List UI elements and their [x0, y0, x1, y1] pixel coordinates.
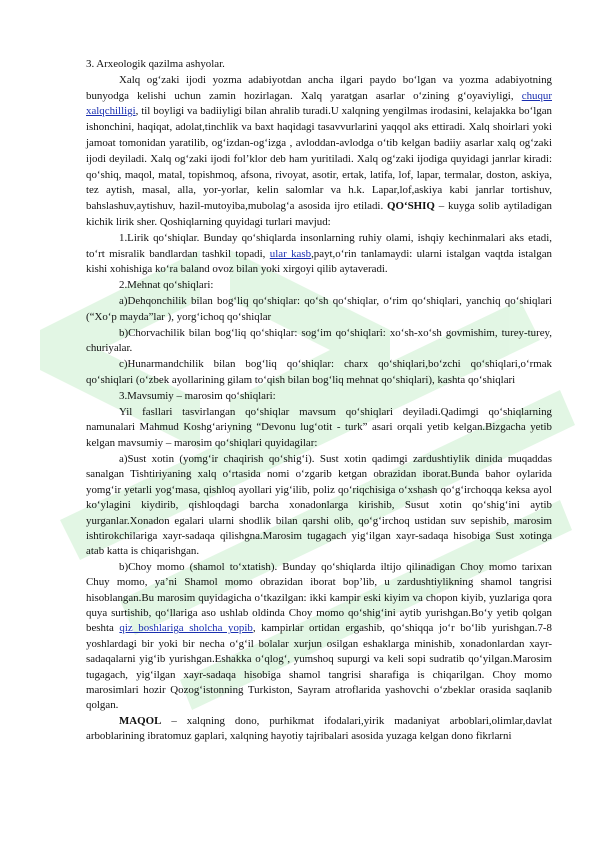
text-span: – kuyga solib aytiladigan kichik lirik sher. Qoshiqlarning quyidagi turlari mavjud: [86, 200, 552, 228]
paragraph-lyric-songs [86, 231, 552, 278]
hyperlink-xalqchilligi[interactable]: chuqur xalqchilligi [86, 89, 552, 118]
paragraph-maqol [86, 714, 552, 745]
text-span: Xalq og‘zaki ijodi yozma adabiyotdan ancha ilgari paydo bo‘lgan va yozma adabiyotning bunyodga kelishi uchun zamin hozirlagan. Xalq yaratgan asarlar o‘zining g‘oyaviyligi, [86, 73, 552, 102]
paragraph-craft-songs: c)Hunarmandchilik bilan bog‘liq qo‘shiqlar: charx qo‘shiqlari,bo‘zchi qo‘shiqlari,o‘rmak qo‘shiqlari (o‘zbek ayollarining gilam to‘qish bilan bog‘liq mehnat qo‘shiqlari), kashta qo‘shiqlari [86, 358, 552, 386]
paragraph-farming-songs: a)Dehqonchilik bilan bog‘liq qo‘shiqlar: qo‘sh qo‘shiqlar, o‘rim qo‘shiqlari, yanchiq qo‘shiqlari (“Xo‘p mayda”lar ), yorg‘ichoq qo‘shiqlar [86, 294, 552, 323]
text-span: , kampirlar ortidan ergashib, qo‘shiqqa jo‘r bo‘lib yurishgan.7-8 yoshlardagi bir yoki bir necha o‘g‘il bolalar xurjun osilgan eshaklarga minishib, xonadonlardan xayr-sadaqalarni yig‘ib yurishgan.Eshakka o‘qlog‘, yumshoq supurgi va keli sopi sudratib qo‘yilgan.Marosim tugagach, yig‘ilgan xayr-sadaqa hisobiga shamol tangrisi sharafiga is chiqarilgan. Choy momo marosimlari hozir Qozog‘istonning Turkiston, Sayram atroflarida yashovchi o‘zbeklar orasida saqlanib qolgan. [86, 622, 553, 712]
text-span: b)Choy momo (shamol to‘xtatish). Bunday qo‘shiqlarda iltijo qilinadigan Choy momo tarixan Chuy momo, ya’ni Shamol momo obrazidan iborat bop’lib, u zardushtiylikning shamol tangrisi hisoblangan.Bu marosim quyidagicha o‘tkazilgan: ikki kampir eski kiyim va chopon kiyib, yuzlariga qora quya surtishib, qo‘llariga aso ushlab oldinda Choy momo qo‘shig‘ini aytib yurishgan.Bo‘y yetib qolgan beshta [86, 560, 552, 635]
text-span: 1.Lirik qo‘shiqlar. Bunday qo‘shiqlarda insonlarning ruhiy olami, ishqiy kechinmalari aks etadi, to‘rt misralik bandlardan tashkil topadi, [86, 231, 552, 260]
paragraph-choy-momo [86, 560, 552, 714]
hyperlink-ular-kasb[interactable]: ular kasb [269, 247, 312, 260]
paragraph-labor-songs-heading: 2.Mehnat qo‘shiqlari: [119, 279, 214, 292]
paragraph-seasonal-songs: Yil fasllari tasvirlangan qo‘shiqlar mavsum qo‘shiqlari deyiladi.Qadimgi qo‘shiqlarning namunalari Mahmud Koshg‘ariyning “Devonu lug‘otit - turk” asari orqali yetib kelgan.Bizgacha yetib kelgan mavsumiy – marosim qo‘shiqlari quyidagilar: [86, 405, 552, 450]
paragraph-sust-xotin: a)Sust xotin (yomg‘ir chaqirish qo‘shig‘i). Sust xotin qadimgi zardushtiylik dinida muqaddas sanalgan Tishtiriyaning xalq o‘rtasida nomi o‘zgarib ketgan obrazidan iborat.Bunda bahor oylarida yomg‘ir yetarli yog‘masa, qishloq ayollari yig‘ilib, poliz qo‘riqchisiga o‘xshash qo‘g‘irchoqqa keksa ayol ko‘ylagini kiydirib, qishloqdagi barcha xonadonlarga kirishib, Susut xotin qo‘shig‘ini aytib yurganlar.Xonadon egalari ularni shodlik bilan qarshi olib, qo‘g‘irchoq ustidan suv sepishib, marosim ishtirokchilariga xayr-sadaqa qilishgna.Marosim tugagach yig‘ilgan xayr-sadaqa hisobiga Sust xotinga atab katta is chiqarishgan. [86, 452, 552, 558]
text-span: ,payt,o‘rin tanlamaydi: ularni istalgan vaqtda istalgan kishi xohishiga ko‘ra baland ovoz bilan yoki xirgoyi qilib aytaveradi. [86, 247, 552, 276]
term-maqol: MAQOL [119, 714, 162, 727]
document-page [86, 57, 552, 745]
text-span: , til boyligi va badiiyligi bilan ahralib turadi.U xalqning yengilmas irodasini, kelajakka bo‘lgan ishonchini, haqiqat, adolat,tinchlik va baxt haqidagi tasavvurlarini yaqqol aks ettiradi. Xalq shoirlari yoki jamoat tomonidan yaratilib, og‘izdan-og‘izga , avloddan-avlodga o‘tib kelgan badiiy asarlar xalq og‘zaki ijodi deyiladi. Xalq og‘zaki ijodi fol’klor deb ham yuritiladi. Xalq og‘zaki ijodiga quyidagi janrlar kiradi: qo‘shiq, maqol, matal, topishmoq, afsona, rivoyat, asotir, ertak, latifa, lof, lapar, termalar, doston, askiya, tez aytish, masal, alla, yor-yorlar, kelin salomlar va h.k. Lapar,lof,askiya kabi janrlar tortishuv, bahslashuv,aytishuv, hazil-mutoyiba,mubolag‘a asosida ijro etiladi. [86, 105, 552, 213]
hyperlink-qiz-boshlariga[interactable]: qiz boshlariga sholcha yopib [119, 622, 253, 635]
paragraph-oral-folklore [86, 73, 552, 231]
paragraph-livestock-songs: b)Chorvachilik bilan bog‘liq qo‘shiqlar: sog‘im qo‘shiqlari: xo‘sh-xo‘sh govmishim, turey-turey, churiyalar. [86, 326, 552, 355]
section-heading: 3. Arxeologik qazilma ashyolar. [86, 58, 225, 70]
paragraph-seasonal-heading: 3.Mavsumiy – marosim qo‘shiqlari: [119, 389, 276, 402]
term-qoshiq: QO‘SHIQ [387, 200, 435, 213]
text-span: – xalqning dono, purhikmat ifodalari,yirik madaniyat arboblari,olimlar,davlat arboblarining ibratomuz gaplari, xalqning hayotiy tajribalari asosida yuzaga kelgan dono fikrlarni [86, 714, 552, 743]
